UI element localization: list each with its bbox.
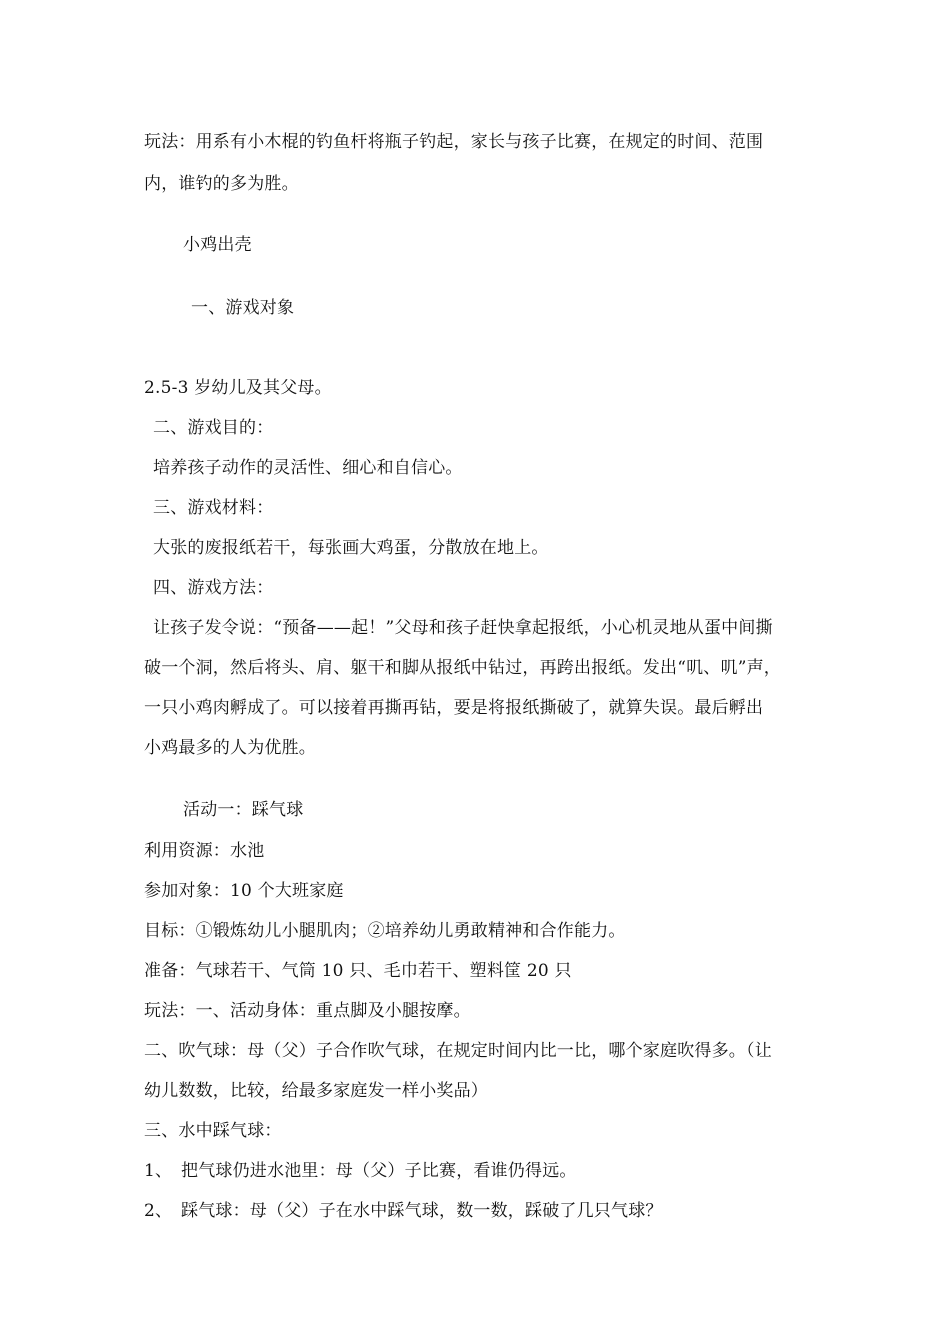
balloon-step3: 三、水中踩气球： (144, 1121, 282, 1141)
balloon-prep: 准备：气球若干、气筒 10 只、毛巾若干、塑料筐 20 只 (144, 961, 572, 981)
list-item-1-number: 1、 (144, 1161, 173, 1181)
balloon-step2-line-1: 二、吹气球：母（父）子合作吹气球，在规定时间内比一比，哪个家庭吹得多。（让 (144, 1041, 772, 1061)
list-item-2-number: 2、 (144, 1201, 173, 1221)
chick-heading-2: 二、游戏目的： (153, 418, 274, 438)
chick-method-line-2: 破一个洞，然后将头、肩、躯干和脚从报纸中钻过，再跨出报纸。发出“叽、叽”声， (144, 658, 781, 678)
fishing-rules-line-2: 内，谁钓的多为胜。 (144, 174, 299, 194)
fishing-rules-line-1: 玩法：用系有小木棍的钓鱼杆将瓶子钓起，家长与孩子比赛，在规定的时间、范围 (144, 132, 764, 152)
chick-heading-3-body: 大张的废报纸若干，每张画大鸡蛋，分散放在地上。 (153, 538, 549, 558)
chick-heading-2-body: 培养孩子动作的灵活性、细心和自信心。 (153, 458, 463, 478)
chick-heading-3: 三、游戏材料： (153, 498, 274, 518)
chick-method-line-1: 让孩子发令说：“预备——起！”父母和孩子赶快拿起报纸，小心机灵地从蛋中间撕 (153, 618, 773, 638)
balloon-step2-line-2: 幼儿数数，比较，给最多家庭发一样小奖品） (144, 1081, 488, 1101)
list-item-1-text: 把气球仍进水池里：母（父）子比赛，看谁仍得远。 (181, 1161, 577, 1181)
chick-heading-4: 四、游戏方法： (153, 578, 274, 598)
list-item-2-text: 踩气球：母（父）子在水中踩气球，数一数，踩破了几只气球？ (181, 1201, 663, 1221)
chick-heading-1-body: 2.5-3 岁幼儿及其父母。 (144, 378, 332, 398)
balloon-goal: 目标：①锻炼幼儿小腿肌肉；②培养幼儿勇敢精神和合作能力。 (144, 921, 626, 941)
chick-heading-1: 一、游戏对象 (191, 298, 295, 318)
balloon-activity-title: 活动一：踩气球 (183, 800, 304, 820)
chick-method-line-3: 一只小鸡肉孵成了。可以接着再撕再钻，要是将报纸撕破了，就算失误。最后孵出 (144, 698, 764, 718)
balloon-play: 玩法：一、活动身体：重点脚及小腿按摩。 (144, 1001, 471, 1021)
chick-game-title: 小鸡出壳 (183, 235, 252, 255)
balloon-resource: 利用资源：水池 (144, 841, 265, 861)
chick-method-line-4: 小鸡最多的人为优胜。 (144, 738, 316, 758)
balloon-participants: 参加对象：10 个大班家庭 (144, 881, 344, 901)
